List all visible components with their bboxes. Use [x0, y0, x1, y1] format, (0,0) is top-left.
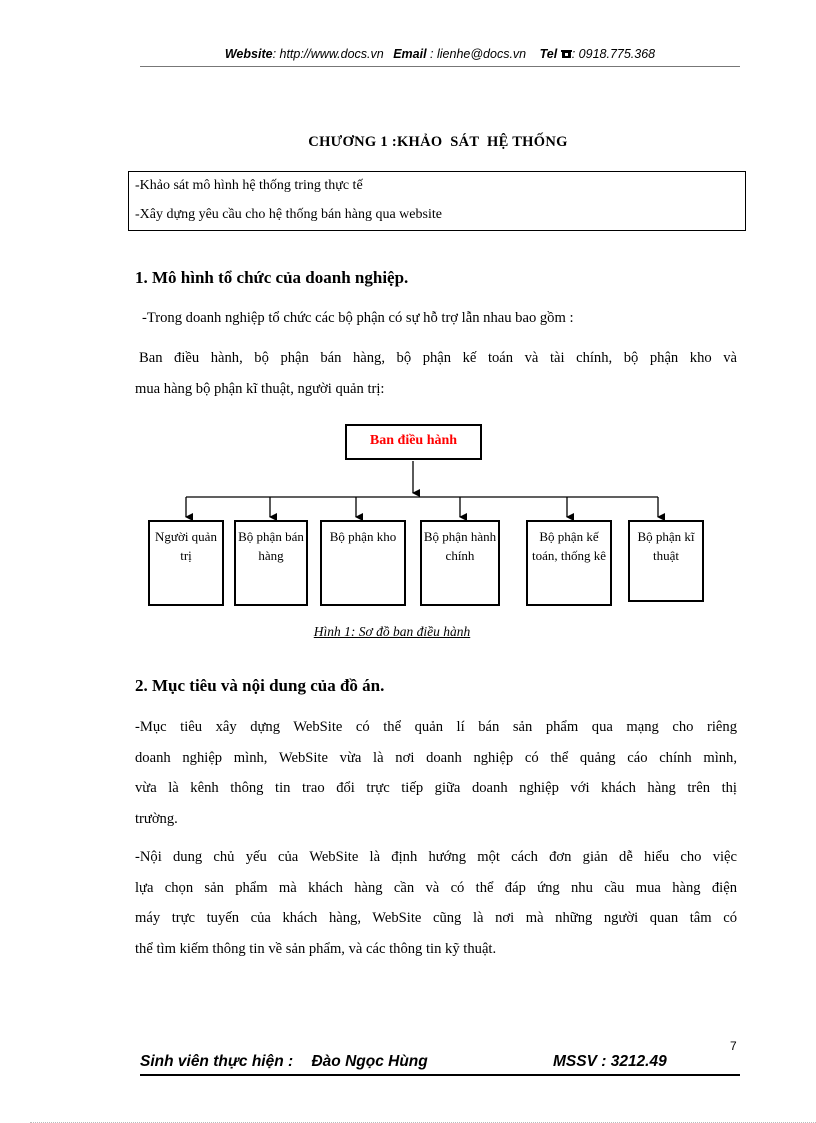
para-line: thể tìm kiếm thông tin về sản phẩm, và các thông tin kỹ thuật. [135, 940, 497, 957]
footer-student [140, 1053, 428, 1071]
org-child-box: Bộ phận kế toán, thống kê [526, 520, 612, 606]
para-line: mua hàng bộ phận kĩ thuật, người quản trị: [135, 380, 385, 397]
section2-para2 [135, 842, 737, 964]
chapter-title: CHƯƠNG 1 :KHẢO SÁT HỆ THỐNG [308, 134, 568, 150]
org-child-box: Bộ phận hành chính [420, 520, 500, 606]
summary-item: -Xây dựng yêu cầu cho hệ thống bán hàng qua website [135, 207, 442, 222]
org-child-box: Bộ phận kĩ thuật [628, 520, 704, 602]
tel-label: Tel [539, 47, 558, 61]
student-label: Sinh viên thực hiện : [140, 1053, 294, 1070]
section1-heading: 1. Mô hình tổ chức của doanh nghiệp. [135, 268, 409, 287]
org-child-box: Bộ phận kho [320, 520, 406, 606]
section2-heading: 2. Mục tiêu và nội dung của đồ án. [135, 676, 385, 695]
footer-rule [140, 1074, 740, 1076]
org-child-box: Bộ phận bán hàng [234, 520, 308, 606]
email-value: : lienhe@docs.vn [426, 47, 527, 61]
org-root-box: Ban điều hành [345, 424, 482, 460]
org-child-box: Người quản trị [148, 520, 224, 606]
student-name: Đào Ngọc Hùng [311, 1053, 428, 1070]
para-line: trường. [135, 810, 178, 827]
summary-item: -Khảo sát mô hình hệ thống tring thực tế [135, 178, 363, 193]
para-line: máy trực tuyến của khách hàng, WebSite cũng là nơi mà những người quan tâm có [135, 910, 737, 926]
para-line: doanh nghiệp mình, WebSite vừa là nơi doanh nghiệp có thể quảng cáo chính mình, [135, 749, 737, 766]
tel-value: : 0918.775.368 [571, 47, 656, 61]
page-number: 7 [730, 1039, 737, 1053]
para-line: lựa chọn sản phẩm mà khách hàng cần và có thể đáp ứng nhu cầu mua hàng điện [135, 879, 737, 896]
para-line: Ban điều hành, bộ phận bán hàng, bộ phận kế toán và tài chính, bộ phận kho và [139, 350, 737, 366]
footer-mssv: MSSV : 3212.49 [553, 1053, 667, 1070]
section2-para1 [135, 712, 737, 834]
para-line: -Mục tiêu xây dựng WebSite có thể quản lí bán sản phẩm qua mạng cho riêng [135, 719, 737, 735]
website-label: Website [224, 47, 273, 61]
figure-caption: Hình 1: Sơ đồ ban điều hành [313, 624, 471, 639]
section1-para1: -Trong doanh nghiệp tổ chức các bộ phận có sự hỗ trợ lẫn nhau bao gồm : [142, 310, 574, 326]
email-label: Email [393, 47, 427, 61]
para-line: -Nội dung chủ yếu của WebSite là định hướng một cách đơn giản dễ hiểu cho việc [135, 849, 737, 865]
website-value: : http://www.docs.vn [272, 47, 384, 61]
para-line: vừa là kênh thông tin trao đổi trực tiếp giữa doanh nghiệp với khách hàng trên thị [135, 780, 737, 796]
